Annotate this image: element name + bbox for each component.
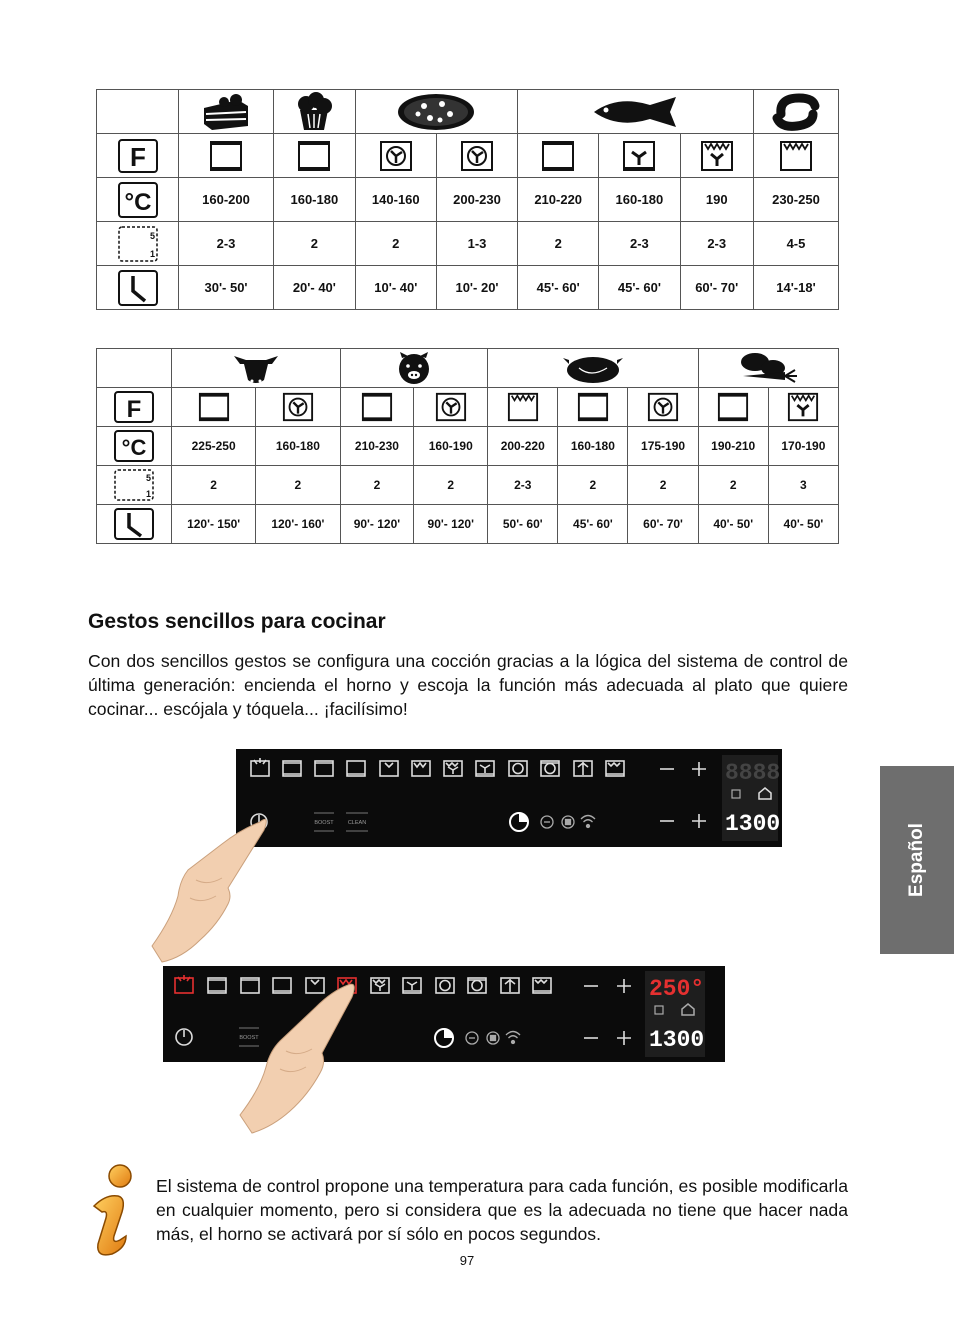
child-lock-icon[interactable] bbox=[466, 1032, 478, 1044]
food-row bbox=[97, 349, 839, 388]
time-cell: 90'- 120' bbox=[414, 505, 488, 544]
level-cell: 2 bbox=[628, 466, 698, 505]
hand-pointer-2 bbox=[236, 975, 366, 1140]
function-label bbox=[97, 388, 172, 427]
time-cell: 45'- 60' bbox=[558, 505, 628, 544]
time-display: 1300 bbox=[649, 1027, 705, 1053]
section-paragraph: Con dos sencillos gestos se configura una cocción gracias a la lógica del sistema de control de última generación: encienda el horno y escoja la función más adecuada al plato que quiere cocinar... escójala y tóquela... ¡facilísimo! bbox=[88, 651, 848, 719]
function-row bbox=[97, 388, 839, 427]
function-key-pizza-icon[interactable] bbox=[606, 761, 624, 776]
boost-button[interactable]: BOOST bbox=[314, 820, 334, 826]
static-heat-icon bbox=[698, 388, 768, 427]
temperature-cell: 210-230 bbox=[340, 427, 414, 466]
temperature-cell: 170-190 bbox=[768, 427, 838, 466]
temperature-cell: 160-190 bbox=[414, 427, 488, 466]
time-cell: 10'- 40' bbox=[355, 266, 436, 310]
cooking-table-2 bbox=[96, 348, 839, 544]
time-cell: 45'- 60' bbox=[599, 266, 680, 310]
shelf-level-label bbox=[97, 222, 179, 266]
page-number: 97 bbox=[459, 1253, 475, 1268]
temperature-cell: 160-180 bbox=[599, 178, 680, 222]
hand-pointer-1 bbox=[148, 800, 288, 970]
function-key-fan-icon[interactable] bbox=[436, 978, 454, 993]
temperature-cell: 230-250 bbox=[753, 178, 838, 222]
function-key-bottom-fan-icon[interactable] bbox=[403, 978, 421, 993]
temperature-cell: 225-250 bbox=[172, 427, 256, 466]
svg-text:°C: °C bbox=[124, 188, 151, 216]
level-cell: 2 bbox=[340, 466, 414, 505]
time-cell: 90'- 120' bbox=[340, 505, 414, 544]
level-cell: 4-5 bbox=[753, 222, 838, 266]
wifi-icon[interactable] bbox=[506, 1032, 520, 1044]
fan-heat-icon bbox=[414, 388, 488, 427]
temperature-cell: 190 bbox=[680, 178, 753, 222]
function-key-fan-icon[interactable] bbox=[509, 761, 527, 776]
time-cell: 60'- 70' bbox=[628, 505, 698, 544]
level-row bbox=[97, 466, 839, 505]
time-cell: 10'- 20' bbox=[436, 266, 517, 310]
grill-icon bbox=[753, 134, 838, 178]
temp-plus-icon[interactable] bbox=[692, 762, 706, 776]
function-label bbox=[97, 134, 179, 178]
level-cell: 2 bbox=[355, 222, 436, 266]
food-row bbox=[97, 90, 839, 134]
temperature-display: 250° bbox=[649, 976, 705, 1002]
function-key-static-icon[interactable] bbox=[208, 978, 226, 993]
temperature-cell: 160-180 bbox=[558, 427, 628, 466]
shelf-level-label bbox=[97, 466, 172, 505]
temperature-cell: 175-190 bbox=[628, 427, 698, 466]
wifi-icon[interactable] bbox=[581, 816, 595, 828]
beef-icon bbox=[172, 349, 341, 388]
time-label bbox=[97, 266, 179, 310]
function-key-pizza-icon[interactable] bbox=[533, 978, 551, 993]
timer-icon[interactable] bbox=[435, 1029, 453, 1047]
static-heat-icon bbox=[172, 388, 256, 427]
section-title: Gestos sencillos para cocinar bbox=[88, 610, 386, 633]
level-cell: 2 bbox=[256, 466, 340, 505]
level-cell: 2 bbox=[274, 222, 356, 266]
time-row bbox=[97, 266, 839, 310]
temperature-label bbox=[97, 178, 179, 222]
svg-text:F: F bbox=[126, 396, 142, 423]
function-key-light-icon[interactable] bbox=[251, 758, 269, 776]
function-key-top-icon[interactable] bbox=[315, 761, 333, 776]
temperature-cell: 200-230 bbox=[436, 178, 517, 222]
time-row bbox=[97, 505, 839, 544]
language-tab-label: Español bbox=[906, 823, 927, 897]
function-key-grill-fan-icon[interactable] bbox=[444, 761, 462, 776]
function-key-light-icon[interactable] bbox=[175, 975, 193, 993]
svg-text:°C: °C bbox=[121, 435, 147, 460]
time-cell: 40'- 50' bbox=[768, 505, 838, 544]
temperature-display: 8888 bbox=[725, 760, 781, 786]
clean-button[interactable]: CLEAN bbox=[347, 820, 367, 826]
function-key-eco-fan-icon[interactable] bbox=[541, 761, 559, 776]
time-cell: 60'- 70' bbox=[680, 266, 753, 310]
time-cell: 120'- 160' bbox=[256, 505, 340, 544]
temperature-cell: 190-210 bbox=[698, 427, 768, 466]
fan-heat-icon bbox=[256, 388, 340, 427]
temperature-row bbox=[97, 178, 839, 222]
info-icon bbox=[86, 1162, 142, 1258]
cooking-table-1 bbox=[96, 89, 839, 310]
vegetables-icon bbox=[698, 349, 838, 388]
temperature-cell: 200-220 bbox=[488, 427, 558, 466]
function-key-grill-fan-icon[interactable] bbox=[371, 978, 389, 993]
level-cell: 2-3 bbox=[179, 222, 274, 266]
grill-fan-icon bbox=[768, 388, 838, 427]
time-cell: 45'- 60' bbox=[518, 266, 599, 310]
level-cell: 2-3 bbox=[488, 466, 558, 505]
time-label bbox=[97, 505, 172, 544]
svg-text:1: 1 bbox=[146, 489, 152, 499]
fan-heat-icon bbox=[436, 134, 517, 178]
temperature-cell: 210-220 bbox=[518, 178, 599, 222]
control-panel-off bbox=[236, 749, 782, 847]
function-row bbox=[97, 134, 839, 178]
bottom-fan-icon bbox=[599, 134, 680, 178]
sausage-icon bbox=[753, 90, 838, 134]
static-heat-icon bbox=[179, 134, 274, 178]
pork-icon bbox=[340, 349, 488, 388]
level-cell: 2 bbox=[558, 466, 628, 505]
level-cell: 2-3 bbox=[680, 222, 753, 266]
level-cell: 2 bbox=[518, 222, 599, 266]
function-key-eco-fan-icon[interactable] bbox=[468, 978, 486, 993]
panel-graphic bbox=[236, 749, 782, 847]
fan-heat-icon bbox=[628, 388, 698, 427]
cake-icon bbox=[179, 90, 274, 134]
svg-text:5: 5 bbox=[146, 473, 152, 483]
time-cell: 40'- 50' bbox=[698, 505, 768, 544]
level-cell: 2 bbox=[414, 466, 488, 505]
temperature-cell: 160-180 bbox=[274, 178, 356, 222]
level-cell: 3 bbox=[768, 466, 838, 505]
temperature-cell: 160-180 bbox=[256, 427, 340, 466]
child-lock-icon[interactable] bbox=[541, 816, 553, 828]
function-key-large-grill-icon[interactable] bbox=[412, 761, 430, 776]
language-tab bbox=[880, 766, 954, 954]
static-heat-icon bbox=[340, 388, 414, 427]
static-heat-icon bbox=[558, 388, 628, 427]
level-cell: 2 bbox=[698, 466, 768, 505]
time-cell: 14'-18' bbox=[753, 266, 838, 310]
level-cell: 2-3 bbox=[599, 222, 680, 266]
level-cell: 1-3 bbox=[436, 222, 517, 266]
fan-heat-icon bbox=[355, 134, 436, 178]
svg-text:F: F bbox=[129, 141, 146, 172]
temperature-row bbox=[97, 427, 839, 466]
time-cell: 20'- 40' bbox=[274, 266, 356, 310]
fish-icon bbox=[518, 90, 754, 134]
function-key-defrost-icon[interactable] bbox=[501, 978, 519, 993]
level-cell: 2 bbox=[172, 466, 256, 505]
grill-fan-icon bbox=[680, 134, 753, 178]
time-plus-icon[interactable] bbox=[617, 1031, 631, 1045]
svg-text:5: 5 bbox=[149, 230, 155, 241]
time-cell: 30'- 50' bbox=[179, 266, 274, 310]
temperature-cell: 160-200 bbox=[179, 178, 274, 222]
static-heat-icon bbox=[274, 134, 356, 178]
function-key-bottom-icon[interactable] bbox=[347, 761, 365, 776]
temp-plus-icon[interactable] bbox=[617, 979, 631, 993]
temperature-label bbox=[97, 427, 172, 466]
stop-icon[interactable] bbox=[487, 1032, 499, 1044]
grill-icon bbox=[488, 388, 558, 427]
timer-icon[interactable] bbox=[510, 813, 528, 831]
function-key-grill-icon[interactable] bbox=[380, 761, 398, 776]
time-cell: 120'- 150' bbox=[172, 505, 256, 544]
time-cell: 50'- 60' bbox=[488, 505, 558, 544]
stop-icon[interactable] bbox=[562, 816, 574, 828]
function-key-bottom-fan-icon[interactable] bbox=[476, 761, 494, 776]
level-row bbox=[97, 222, 839, 266]
svg-text:1: 1 bbox=[149, 248, 155, 259]
info-note: El sistema de control propone una temperatura para cada función, es posible modificarla en cualquier momento, pero si considera que es la adecuada no tiene que hacer nada más, el horno se activará por sí sólo en pocos segundos. bbox=[156, 1176, 848, 1244]
time-plus-icon[interactable] bbox=[692, 814, 706, 828]
function-key-static-icon[interactable] bbox=[283, 761, 301, 776]
time-display: 1300 bbox=[725, 811, 781, 837]
function-key-defrost-icon[interactable] bbox=[574, 761, 592, 776]
muffin-icon bbox=[274, 90, 356, 134]
static-heat-icon bbox=[518, 134, 599, 178]
temperature-cell: 140-160 bbox=[355, 178, 436, 222]
boost-button[interactable]: BOOST bbox=[239, 1035, 259, 1041]
pizza-icon bbox=[355, 90, 517, 134]
chicken-icon bbox=[488, 349, 698, 388]
